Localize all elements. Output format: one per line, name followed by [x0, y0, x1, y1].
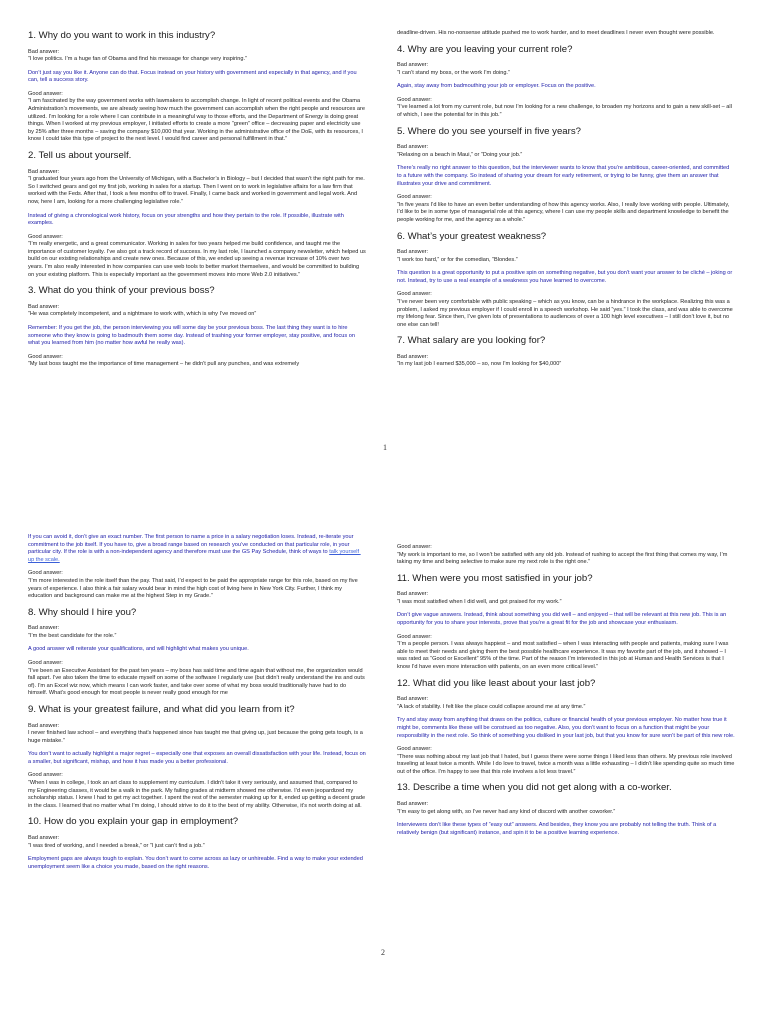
- paragraph-text: Good answer: “When I was in college, I took an art class to supplement my curriculum. I didn’t take it very seriously, and assumed that, compared to my Engineering classes, it would be a walk in the park. My failing grades at midterm showed me otherwise. I’d even jeopardized my scholarship status. I knew I had to get my act together. I spent the rest of the semester making up for it, ended up getting a decent grade in the class. I learned that no matter what I’m doing, I should strive to do it to the best of my ability. Otherwise, it’s not worth doing at all.: [28, 772, 366, 809]
- paragraph-text: deadline-driven. His no-nonsense attitude pushed me to work harder, and to meet deadlines I never even thought were possible.: [397, 30, 715, 36]
- question-section: [28, 285, 366, 369]
- paragraph-text: Bad answer: I never finished law school – and everything that’s happened since has taught me that giving up, just because the going gets tough, is a huge mistake.”: [28, 722, 363, 744]
- paragraph-text: Employment gaps are always tough to explain. You don’t want to come across as lazy or unhireable. Find a way to make your extended unemployment seem like a choice you made, based on the right reasons.: [28, 856, 365, 870]
- paragraph-text: Bad answer: “I work too hard,” or for the comedian, “Blondes.”: [397, 249, 518, 263]
- advice-paragraph: [397, 270, 735, 285]
- paragraph-text: Bad answer: “I graduated four years ago from the University of Michigan, with a Bachelor’s in Biology – but I decided that wasn’t the right path for me. So I switched gears and got my first job, working in sales for a startup. Then I went on to work in legislative affairs for a law firm that worked with the Feds. After that, I took a few months off to travel. Finally, I came back and worked in government and legal work. And now, here I am, looking for a more challenging legislative role.”: [28, 168, 365, 205]
- answer-paragraph: [28, 49, 366, 64]
- paragraph-text: If you can avoid it, don’t give an exact number. The first person to name a price in a salary negotiation loses. Instead, re-iterate your commitment to the job itself. If you have to, give a broad range based on research you’ve conducted on that particular role, in your particular city. If the role is with a non-independent agency and therefore must use the GS Pay Schedule, think of ways to: [28, 534, 356, 556]
- advice-paragraph: [28, 751, 366, 766]
- answer-paragraph: [397, 194, 735, 224]
- question-section: [28, 30, 366, 144]
- paragraph-text: Good answer: “My work is important to me, so I won’t be satisfied with any old job. Instead of rushing to accept the first thing that comes my way, I’m taking my time and being selective to make sure my next role is the right one.”: [397, 544, 728, 566]
- paragraph-text: Good answer: “In five years I’d like to have an even better understanding of how this agency works. Also, I really love working with people. Ultimately, I’d like to be in some type of managerial role at this agency, where I can use my people skills and department knowledge to benefit the people working for me, and the agency as a whole.”: [397, 194, 730, 223]
- paragraph-text: Try and stay away from anything that draws on the politics, culture or financial health of your previous employer. No matter how true it might be, comments like these will be construed as too negative. Also, you don’t want to focus on a function that might be your responsibility in the next role. So think of something you disliked in your last job, but that you know for sure won’t be part of this new role.: [397, 717, 735, 739]
- question-section: [397, 573, 735, 672]
- page-2-left-column: [28, 534, 366, 877]
- question-heading: 4. Why are you leaving your current role?: [397, 43, 573, 55]
- question-heading: 13. Describe a time when you did not get along with a co-worker.: [397, 782, 672, 794]
- answer-paragraph: [28, 570, 366, 600]
- advice-paragraph: [28, 646, 366, 654]
- answer-paragraph: [397, 746, 735, 776]
- answer-paragraph: [397, 634, 735, 672]
- advice-paragraph: [397, 165, 735, 188]
- answer-paragraph: [28, 835, 366, 850]
- answer-paragraph: [397, 30, 735, 38]
- answer-paragraph: [28, 169, 366, 207]
- question-section: [397, 544, 735, 567]
- paragraph-text: Good answer: “My last boss taught me the importance of time management – he didn’t pull any punches, and was extremely: [28, 353, 300, 368]
- question-heading: 10. How do you explain your gap in employment?: [28, 816, 239, 828]
- paragraph-text: Bad answer: “I love politics. I’m a huge fan of Obama and find his message for change very inspiring.”: [28, 48, 247, 63]
- paragraph-text: Don’t give vague answers. Instead, think about something you did well – and enjoyed – that will be relevant at this new job. This is an opportunity for you to share your interests, prove that you’re a great fit for the job and showcase your enthusiasm.: [397, 612, 728, 627]
- paragraph-text: Instead of giving a chronological work history, focus on your strengths and how they pertain to the role. If possible, illustrate with examples.: [28, 212, 346, 227]
- paragraph-text: Don’t just say you like it. Anyone can do that. Focus instead on your history with government and especially in that agency, and if you can, tell a success story.: [28, 69, 359, 84]
- question-heading: 1. Why do you want to work in this industry?: [28, 30, 216, 41]
- paragraph-text: Interviewers don’t like these types of “easy out” answers. And besides, they know you are probably not telling the truth. Think of a relatively benign (but significant) instance, and spin it to be a positive learning experience.: [397, 822, 718, 836]
- gs-scale-link[interactable]: talk yourself up the scale.: [28, 549, 361, 563]
- answer-paragraph: [28, 234, 366, 280]
- answer-paragraph: [397, 696, 735, 711]
- advice-paragraph: [397, 612, 735, 627]
- question-section: [28, 150, 366, 279]
- question-section: [28, 534, 366, 601]
- paragraph-text: Good answer: “I’ve learned a lot from my current role, but now I’m looking for a new challenge, to broaden my horizons and to gain a new skill-set – all of which, I see the potential for in this job.”: [397, 96, 732, 119]
- advice-paragraph: [28, 534, 366, 564]
- question-heading: 6. What’s your greatest weakness?: [397, 230, 547, 242]
- answer-paragraph: [28, 723, 366, 746]
- answer-paragraph: [28, 625, 366, 640]
- page-2-right-column: [397, 544, 735, 843]
- question-heading: 8. Why should I hire you?: [28, 606, 137, 618]
- paragraph-text: Bad answer: “Relaxing on a beach in Maui,” or “Doing your job.”: [397, 144, 523, 158]
- advice-paragraph: [28, 70, 366, 85]
- answer-paragraph: [28, 304, 366, 319]
- question-heading: 5. Where do you see yourself in five years?: [397, 125, 581, 137]
- paragraph-text: You don’t want to actually highlight a major regret – especially one that exposes an overall dissatisfaction with your life. Instead, focus on a smaller, but significant, mishap, and how it has made you a better professional.: [28, 751, 368, 765]
- question-section: [28, 816, 366, 871]
- answer-paragraph: [397, 591, 735, 606]
- paragraph-text: This question is a great opportunity to put a positive spin on something negative, but you don’t want your answer to be cliché – joking or not. Instead, try to use a real example of a weakness you have learned to overcome.: [397, 270, 734, 284]
- question-section: [28, 704, 366, 810]
- paragraph-text: Good answer: “I’ve been an Executive Assistant for the past ten years – my boss has said time and time again that without me, the organization would fall apart. I’ve also taken the time to educate myself on some of the software I regularly use (but didn’t really understand the ins and outs of). I’m an Excel wiz now, which means I can work faster, and take over some of what my boss would traditionally have had to do himself. What’s good enough for most people is never really good enough for me: [28, 660, 365, 697]
- answer-paragraph: [28, 772, 366, 810]
- question-section: [28, 607, 366, 698]
- question-section: [397, 126, 735, 225]
- advice-paragraph: [28, 213, 366, 228]
- page-number: 1: [383, 443, 387, 452]
- paragraph-text: Good answer: “I’ve never been very comfortable with public speaking – which as you know, can be a hindrance in the workplace. Realizing this was a problem, I asked my previous employer if I could enroll in a speech workshop. He said “yes.” I took the class, and was able to overcome my lifelong fear. Since then, I’ve given lots of presentations to audiences of over a 100 high level executives – I still don’t love it, but no one else can tell!: [397, 291, 733, 328]
- paragraph-text: Good answer: “I’m more interested in the role itself than the pay. That said, I’d expect to be paid the appropriate range for this role, based on my five years of experience. I also think a fair salary would bear in mind the high cost of living here in New York City. Further, I think my education and background can make me at the highest Step in my Grade.”: [28, 570, 358, 600]
- paragraph-text: Bad answer: “I was most satisfied when I did well, and got praised for my work.”: [397, 591, 562, 605]
- page-1-left-column: [28, 30, 366, 375]
- answer-paragraph: [397, 97, 735, 120]
- paragraph-text: Good answer: “There was nothing about my last job that I hated, but I guess there were some things I liked less than others. My previous role involved traveling at least twice a month. While I do love to travel, twice a month was a little exhausting – I didn’t like spending quite so much time out of the office. I’m happy to see that this role involves a lot less travel.”: [397, 746, 735, 775]
- paragraph-text: Bad answer: “I can’t stand my boss, or the work I’m doing.”: [397, 62, 510, 76]
- paragraph-text: Remember: If you get the job, the person interviewing you will some day be your previous boss. The last thing they want is to hire someone who they know is going to badmouth them some day. Instead of trashing your former employer, stay positive, and focus on what you learned from him (no matter how awful he really was).: [28, 324, 357, 347]
- advice-paragraph: [397, 717, 735, 740]
- question-section: [397, 335, 735, 369]
- paragraph-text: Bad answer: “I’m the best candidate for the role.”: [28, 625, 117, 639]
- paragraph-text: There’s really no right answer to this question, but the interviewer wants to know that you’re ambitious, career-oriented, and committed to a future with the company. So instead of sharing your dream for early retirement, or trying to be funny, give them an answer that illustrates your drive and commitment.: [397, 165, 731, 187]
- answer-paragraph: [397, 144, 735, 159]
- page-1-right-column: [397, 30, 735, 375]
- answer-paragraph: [397, 544, 735, 567]
- paragraph-text: Bad answer: “He was completely incompetent, and a nightmare to work with, which is why I’ve moved on”: [28, 303, 257, 318]
- question-heading: 3. What do you think of your previous boss?: [28, 285, 215, 297]
- advice-paragraph: [397, 83, 735, 91]
- advice-paragraph: [28, 856, 366, 871]
- question-section: [397, 30, 735, 38]
- paragraph-text: Good answer: “I’m really energetic, and a great communicator. Working in sales for two years helped me build confidence, and taught me the importance of customer loyalty. I’ve also got a track record of success. In my last role, I launched a company newsletter, which helped us build on our existing relationships and create new ones. Because of this, we ended up seeing a revenue increase of 10% over two years. I’m also really interested in how companies can use web tools to better market themselves, and would be committed to building on your existing platform. This is especially important as the government moves into more Web 2.0 initiatives.”: [28, 233, 366, 278]
- question-section: [397, 231, 735, 330]
- answer-paragraph: [28, 91, 366, 144]
- question-heading: 7. What salary are you looking for?: [397, 335, 546, 347]
- question-section: [397, 44, 735, 120]
- question-section: [397, 678, 735, 777]
- answer-paragraph: [397, 291, 735, 329]
- paragraph-text: Good answer: “I am fascinated by the way government works with lawmakers to accomplish change. In light of recent political events and the Obama Administration’s movements, we are already seeing how much the government can accomplish when the right people and resources are utilized. I’m looking for a role where I can contribute in a meaningful way to those efforts, and the Department of Energy is doing great things. When I worked at my previous employer, I initiated efforts to create a more “green” office – decreasing paper and electricity use by 25% after three months – saving the company $10,000 that year. Working in the administrative office of the DoE, with its resources, I know I could take this type of project to the next level. I would find career and personal fulfillment in that.”: [28, 90, 365, 143]
- answer-paragraph: [28, 660, 366, 698]
- question-section: [397, 782, 735, 837]
- answer-paragraph: [28, 354, 366, 369]
- advice-paragraph: [28, 325, 366, 348]
- answer-paragraph: [397, 62, 735, 77]
- advice-paragraph: [397, 822, 735, 837]
- question-heading: 12. What did you like least about your last job?: [397, 677, 596, 689]
- answer-paragraph: [397, 354, 735, 369]
- paragraph-text: Bad answer: “A lack of stability. I felt like the place could collapse around me at any time.”: [397, 696, 586, 710]
- question-heading: 2. Tell us about yourself.: [28, 150, 132, 162]
- page-number: 2: [381, 948, 385, 957]
- paragraph-text: Good answer: “I’m a people person. I was always happiest – and most satisfied – when I was interacting with people and patients, making sure I was able to meet their needs and giving them the best possible healthcare experience. It was my favorite part of the job, and it showed – I was rated as “Good or Excellent” 95% of the time. Part of the reason I’m interested in this job at Human and Health Services is that I know I’d have even more interaction with patients, on an even more critical level.”: [397, 633, 729, 671]
- paragraph-text: A good answer will reiterate your qualifications, and will highlight what makes you unique.: [28, 646, 249, 653]
- question-heading: 9. What is your greatest failure, and what did you learn from it?: [28, 704, 295, 715]
- paragraph-text: Bad answer: “I’m easy to get along with, so I’ve never had any kind of discord with another coworker.”: [397, 800, 616, 815]
- answer-paragraph: [397, 249, 735, 264]
- paragraph-text: Again, stay away from badmouthing your job or employer. Focus on the positive.: [397, 83, 596, 90]
- question-heading: 11. When were you most satisfied in your job?: [397, 572, 593, 584]
- paragraph-text: Bad answer: “I was tired of working, and I needed a break,” or “I just can’t find a job.”: [28, 834, 205, 849]
- paragraph-text: Bad answer: “In my last job I earned $35,000 – so, now I’m looking for $40,000”: [397, 353, 562, 368]
- answer-paragraph: [397, 801, 735, 816]
- page-2: [0, 512, 768, 1024]
